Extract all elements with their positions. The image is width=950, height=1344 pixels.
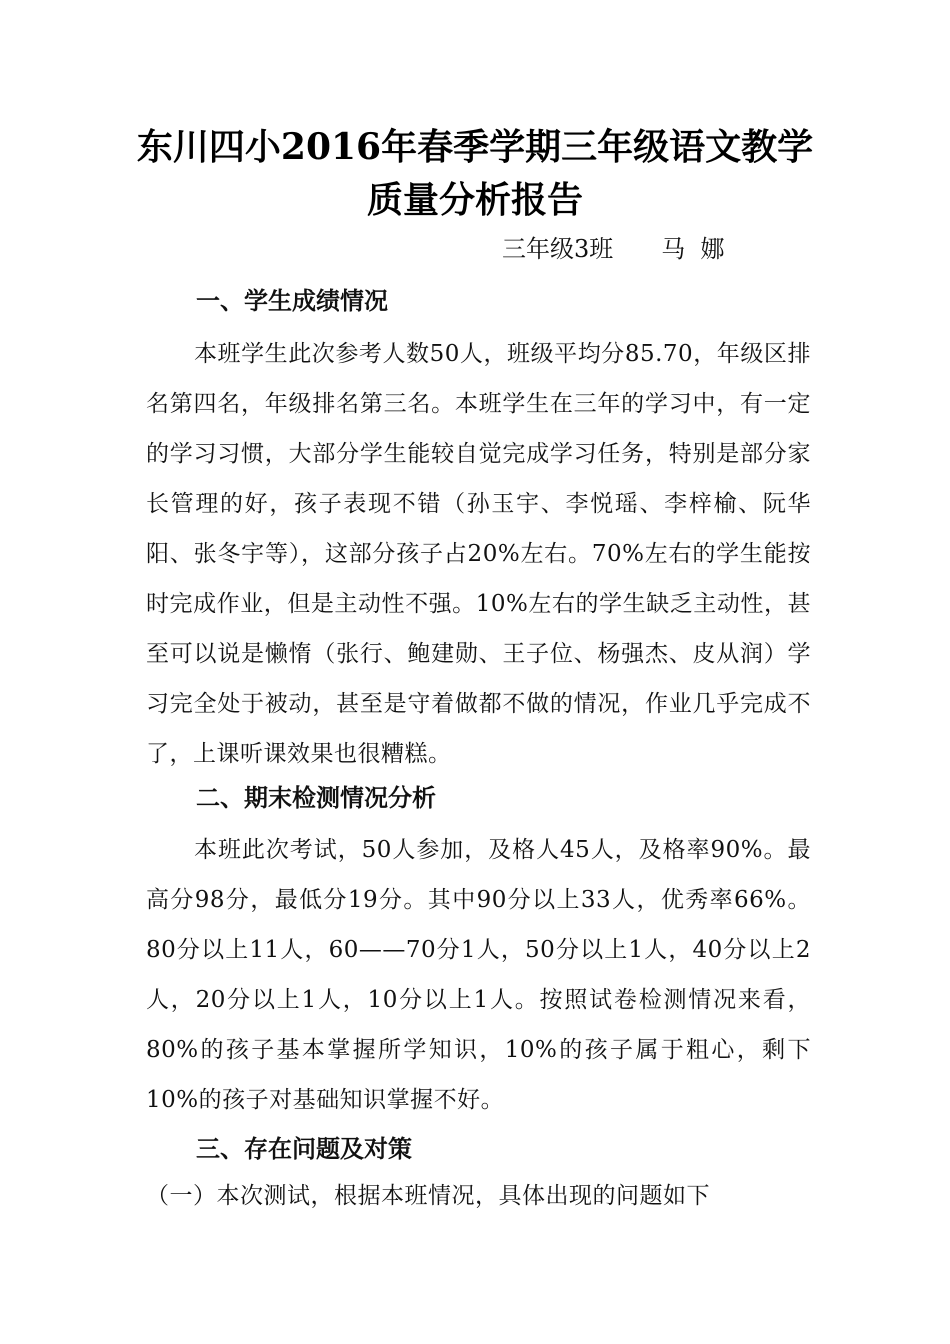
document-title-line-2: 质量分析报告 bbox=[366, 179, 583, 221]
section-paragraph-final-exam: 本班此次考试，50人参加，及格人45人，及格率90%。最高分98分，最低分19分。其中90分以上33人，优秀率66%。80分以上11人，60——70分1人，50分以上1人，40分以上2人，20分以上1人，10分以上1人。按照试卷检测情况来看，80%的孩子基本掌握所学知识，10%的孩子属于粗心，剩下10%的孩子对基础知识掌握不好。 bbox=[146, 837, 811, 1113]
section-paragraph-scores: 本班学生此次参考人数50人，班级平均分85.70，年级区排名第四名，年级排名第三名。本班学生在三年的学习中，有一定的学习习惯，大部分学生能较自觉完成学习任务，特别是部分家长管理的好，孩子表现不错（孙玉宇、李悦瑶、李梓榆、阮华阳、张冬宇等），这部分孩子占20%左右。70%左右的学生能按时完成作业，但是主动性不强。10%左右的学生缺乏主动性，甚至可以说是懒惰（张行、鲍建勋、王子位、杨强杰、皮从润）学习完全处于被动，甚至是守着做都不做的情况，作业几乎完成不了，上课听课效果也很糟糕。 bbox=[146, 341, 811, 767]
document-title-line-1: 东川四小2016年春季学期三年级语文教学 bbox=[136, 126, 814, 168]
section-heading-problems: 三、存在问题及对策 bbox=[196, 1135, 412, 1163]
section-heading-scores: 一、学生成绩情况 bbox=[196, 287, 388, 315]
section-heading-final-exam: 二、期末检测情况分析 bbox=[196, 784, 436, 812]
author-line: 三年级3班 马 娜 bbox=[502, 235, 725, 263]
section-subheading-problems: （一）本次测试，根据本班情况，具体出现的问题如下 bbox=[146, 1183, 710, 1209]
